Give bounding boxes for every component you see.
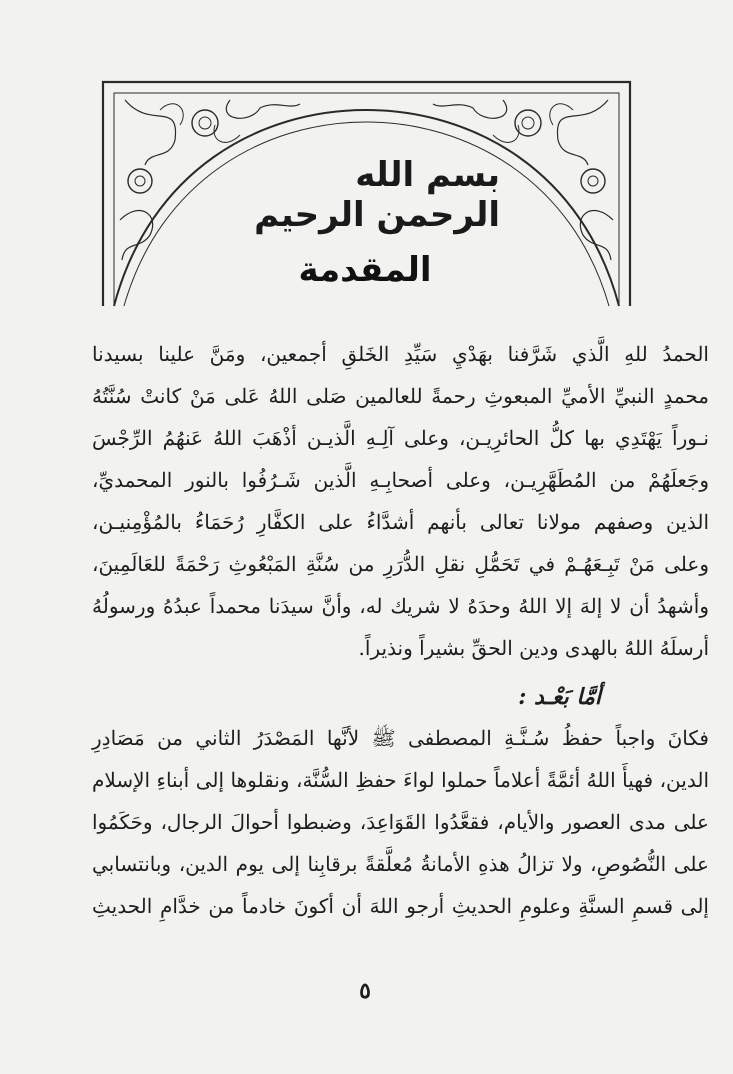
- text-line: محمدٍ النبيِّ الأميِّ المبعوثِ رحمةً للعالمين صَلى اللهُ عَلى مَنْ كانتْ سُنَّتُهُ: [92, 384, 709, 408]
- text-line: أرسلَهُ اللهُ بالهدى ودين الحقِّ بشيراً ونذيراً.: [358, 636, 709, 660]
- text-line: الحمدُ للهِ الَّذي شَرَّفنا بهَدْيِ سَيِّدِ الخَلقِ أجمعين، ومَنَّ علينا بسيدنا: [92, 342, 709, 366]
- text-line: نـوراً يَهْتَدِي بها كلُّ الحائرِيـن، وعلى آلِـهِ الَّذيـن أذْهَبَ اللهُ عَنهُمُ الرِّجْسَ: [92, 426, 709, 450]
- text-line: فكانَ واجباً حفظُ سُـنَّـةِ المصطفى ﷺ لأنَّها المَصْدَرُ الثاني من مَصَادِرِ: [92, 726, 709, 750]
- main-text: [92, 333, 709, 927]
- text-line: على النُّصُوصِ، ولا تزالُ هذهِ الأمانةُ مُعلَّقةً برقابِنا إلى يوم الدين، وبانتسابي: [92, 852, 709, 876]
- text-line: الذين وصفهم مولانا تعالى بأنهم أشدَّاءُ على الكفَّارِ رُحَمَاءُ بالمُؤْمِنيـن،: [92, 510, 709, 534]
- basmala-calligraphy: بسم الله الرحمن الرحيم: [254, 155, 500, 235]
- page-title: المقدمة: [298, 250, 432, 290]
- text-line: على مدى العصور والأيام، فقعَّدُوا القَوَاعِدَ، وضبطوا أحوالَ الرجال، وحَكَمُوا: [92, 810, 709, 834]
- text-line: إلى قسمِ السنَّةِ وعلومِ الحديثِ أرجو اللهَ أن أكونَ خادماً من خدَّامِ الحديثِ: [92, 894, 709, 918]
- page-number: ٥: [359, 978, 371, 1004]
- text-line: وعلى مَنْ تَبِـعَهُـمْ في تَحَمُّلِ نقلِ الدُّرَرِ من سُنَّةِ المَبْعُوثِ رَحْمَةً للعَالَمِينَ،: [92, 552, 709, 576]
- section-subheading: أمَّا بَعْـد :: [518, 684, 601, 710]
- text-line: وجَعلَهُمْ من المُطَهَّرِيـن، وعلى أصحابِـهِ الَّذين شَـرُفُوا بالنور المحمديِّ،: [92, 468, 709, 492]
- text-line: الدين، فهيأَ اللهُ أئمَّةً أعلاماً حملوا لواءَ حفظِ السُّنَّة، ونقلوها إلى أبناءِ الإسلام: [92, 768, 709, 792]
- text-line: وأشهدُ أن لا إلهَ إلا اللهُ وحدَهُ لا شريك له، وأنَّ سيدَنا محمداً عبدُهُ ورسولُهُ: [92, 594, 709, 618]
